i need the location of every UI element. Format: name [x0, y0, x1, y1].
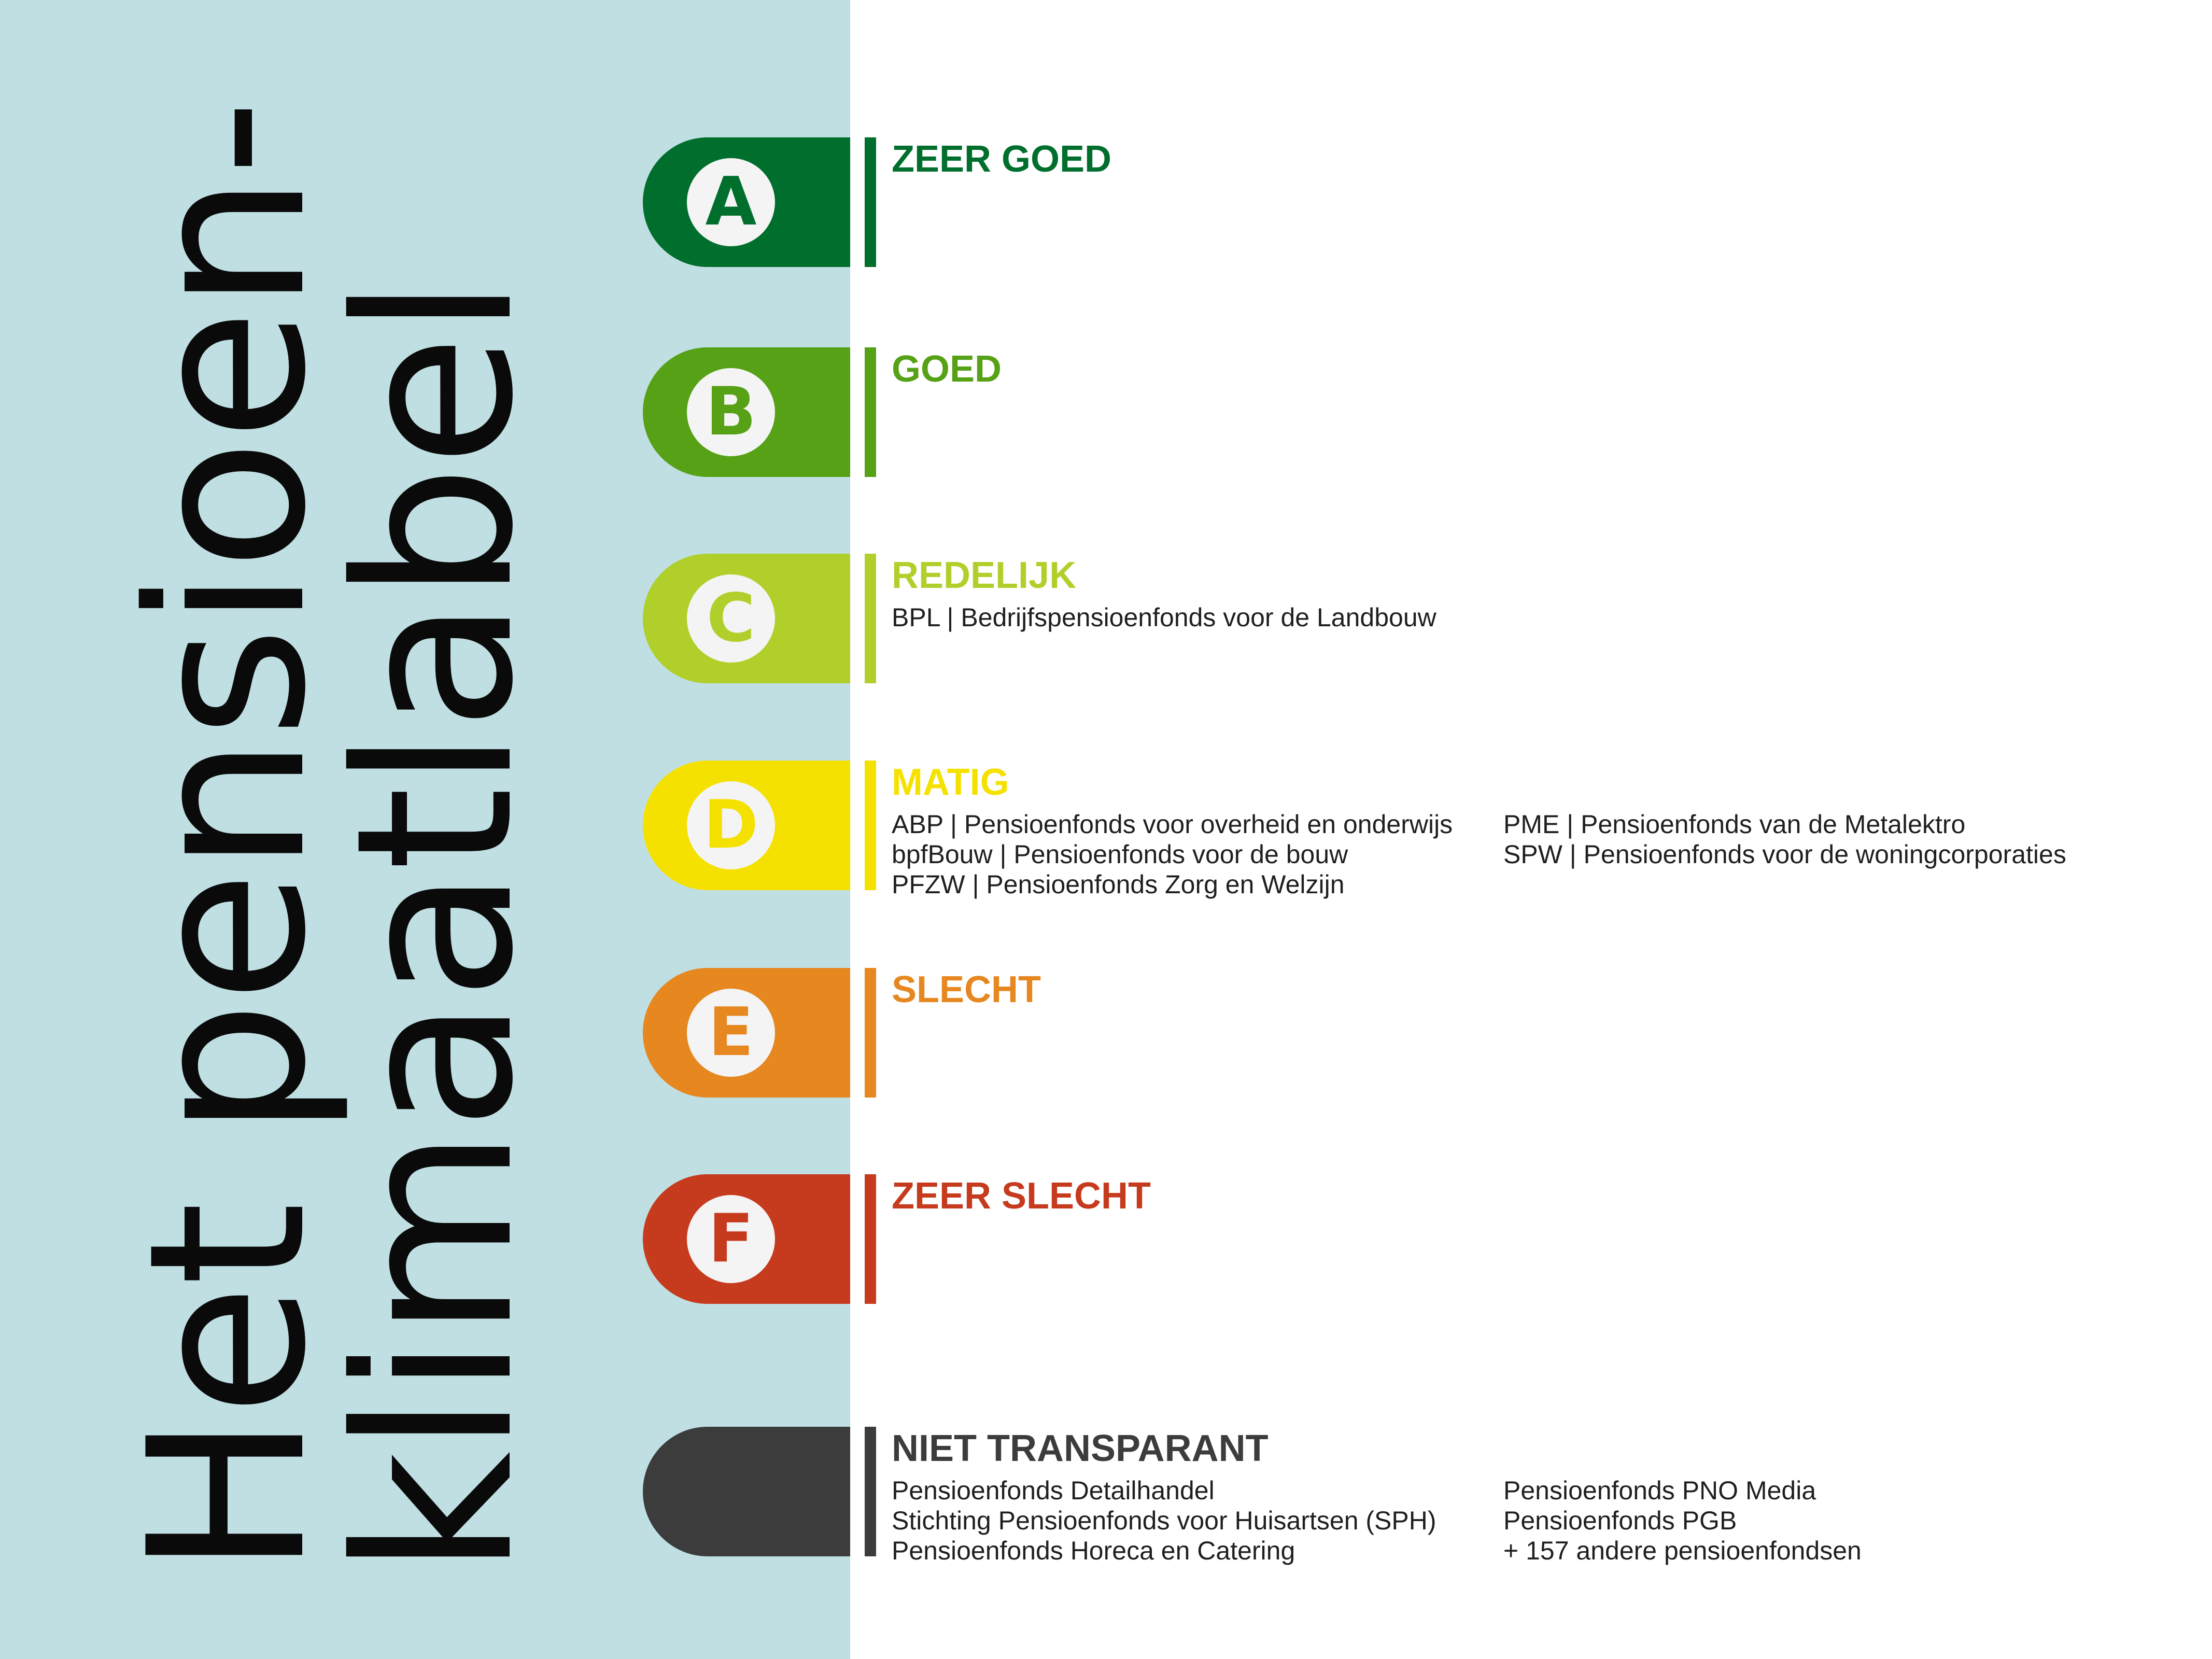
rating-row-niet-transparant [0, 1427, 2212, 1565]
rating-badge-b: B [687, 368, 775, 456]
rating-row-f [0, 1174, 2212, 1304]
fund-name: Pensioenfonds PGB [1503, 1506, 1737, 1535]
fund-list-d-left [892, 809, 1453, 899]
fund-name: Pensioenfonds Detailhandel [892, 1476, 1215, 1505]
fund-name: + 157 andere pensioenfondsen [1503, 1536, 1862, 1565]
rating-tab-f [643, 1174, 850, 1304]
rating-label-e: SLECHT [892, 969, 1041, 1010]
rating-tab-d [643, 761, 850, 890]
rating-tab-e [643, 968, 850, 1098]
rating-badge-a: A [687, 158, 775, 246]
rating-label-niet-transparant: NIET TRANSPARANT [892, 1428, 1269, 1469]
rating-label-a: ZEER GOED [892, 138, 1112, 180]
rating-tab-b [643, 347, 850, 477]
title-line-1: Het pensioen- [103, 101, 353, 1576]
rating-bar-niet-transparant [865, 1427, 876, 1556]
rating-bar-b [865, 347, 876, 477]
rating-bar-f [865, 1174, 876, 1304]
rating-badge-e: E [687, 989, 775, 1077]
rating-tab-a [643, 137, 850, 267]
rating-row-c [0, 554, 2212, 683]
rating-row-e [0, 968, 2212, 1098]
fund-name: ABP | Pensioenfonds voor overheid en onderwijs [892, 810, 1453, 839]
rating-bar-c [865, 554, 876, 683]
rating-bar-d [865, 761, 876, 890]
fund-name: SPW | Pensioenfonds voor de woningcorporaties [1503, 840, 2066, 869]
rating-badge-d: D [687, 781, 775, 869]
rating-badge-f: F [687, 1195, 775, 1283]
rating-label-c: REDELIJK [892, 555, 1077, 596]
fund-name: BPL | Bedrijfspensioenfonds voor de Landbouw [892, 603, 1436, 632]
rating-label-d: MATIG [892, 762, 1009, 803]
rating-row-a [0, 137, 2212, 267]
fund-list-c-left [892, 602, 1436, 632]
rating-label-f: ZEER SLECHT [892, 1175, 1151, 1217]
fund-name: PME | Pensioenfonds van de Metalektro [1503, 810, 1966, 839]
title-line-2: klimaatlabel [310, 278, 560, 1576]
rating-bar-e [865, 968, 876, 1098]
rating-row-b [0, 347, 2212, 477]
fund-name: Pensioenfonds Horeca en Catering [892, 1536, 1295, 1565]
rating-tab-c [643, 554, 850, 683]
fund-name: Stichting Pensioenfonds voor Huisartsen (SPH) [892, 1506, 1436, 1535]
fund-list-d-right [1503, 809, 2066, 869]
rating-label-b: GOED [892, 348, 1002, 390]
fund-name: PFZW | Pensioenfonds Zorg en Welzijn [892, 870, 1345, 899]
rating-row-d [0, 761, 2212, 899]
rating-tab-niet-transparant [643, 1427, 850, 1556]
fund-name: Pensioenfonds PNO Media [1503, 1476, 1816, 1505]
fund-list-niet-transparant-left [892, 1475, 1436, 1566]
rating-badge-c: C [687, 574, 775, 663]
fund-name: bpfBouw | Pensioenfonds voor de bouw [892, 840, 1348, 869]
fund-list-niet-transparant-right [1503, 1475, 1862, 1566]
rating-bar-a [865, 137, 876, 267]
